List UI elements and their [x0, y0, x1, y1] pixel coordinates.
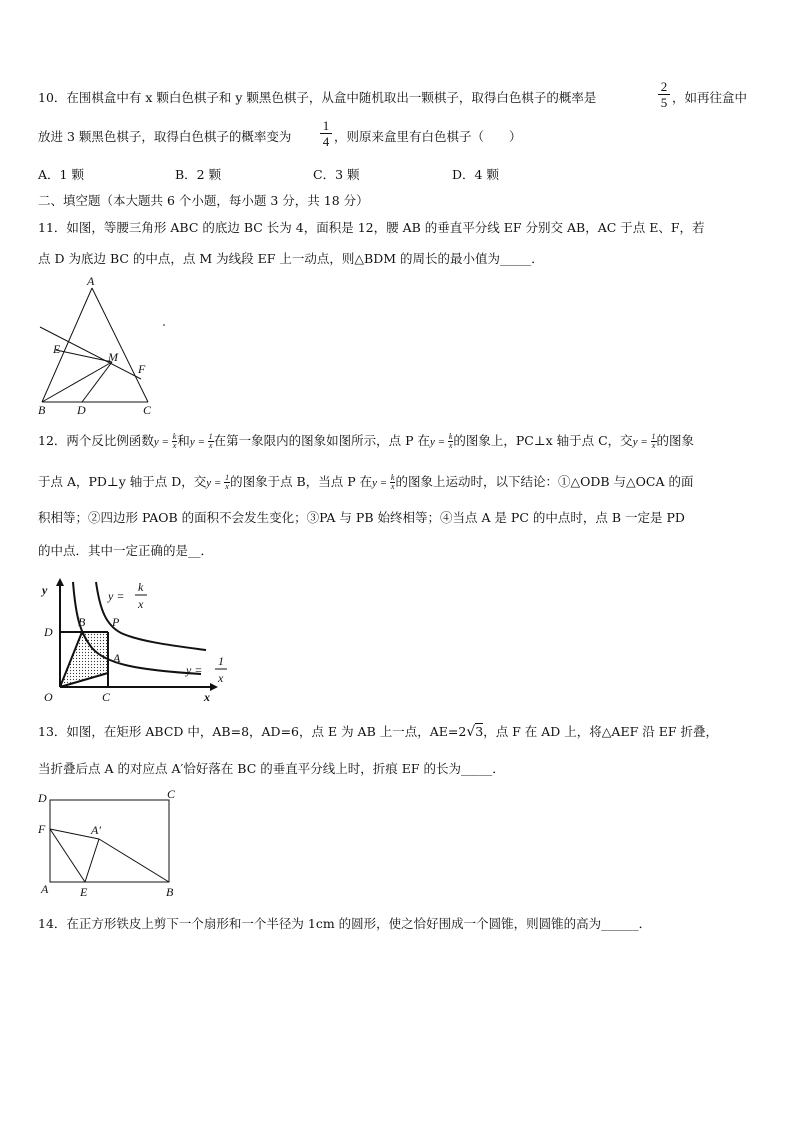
segment-em	[56, 350, 112, 362]
label-p: P	[112, 615, 120, 629]
q11-line1: 11．如图，等腰三角形 ABC 的底边 BC 长为 4，面积是 12，腰 AB 的垂直平分线 EF 分别交 AB，AC 于点 E、F，若	[38, 220, 705, 235]
label-y-axis: y	[42, 583, 48, 597]
q13-rectangle-figure	[34, 786, 184, 901]
curve2-den: x	[218, 671, 224, 685]
q12-kx-1: $\frac{k}{x}$	[172, 432, 177, 450]
q13-line2: 当折叠后点 A 的对应点 A′恰好落在 BC 的垂直平分线上时，折痕 EF 的长为_____．	[38, 761, 505, 776]
q10-frac1-den: 5	[660, 95, 668, 110]
q10-frac1-num: 2	[658, 79, 670, 95]
q12-1x-2: $\frac{1}{x}$	[651, 432, 656, 450]
q12-line2-c: 的图象上运动时，以下结论：①△ODB 与△OCA 的面	[395, 474, 694, 489]
label-c: C	[102, 690, 111, 704]
q11-triangle-figure	[30, 274, 170, 419]
side-ac	[92, 288, 148, 402]
segment-ea1	[85, 839, 99, 882]
label-x-axis: x	[204, 690, 210, 704]
q10-option-b: B．2 颗	[175, 167, 222, 182]
q12-y-1: y	[153, 436, 159, 448]
label-d: D	[44, 625, 53, 639]
q12-line2: 于点 A，PD⊥y 轴于点 D，交y = $\frac{1}{x}$ 的图象于点 B，当点 P 在y = $\frac{k}{x}$ 的图象上运动时，以下结论：①△ODB 与△OCA 的面	[38, 473, 694, 491]
label-a: A	[87, 274, 95, 288]
sqrt-radicand: 3	[475, 724, 484, 739]
stray-dot	[163, 324, 165, 326]
y-axis-arrow	[56, 578, 64, 586]
label-f: F	[38, 822, 46, 836]
label-e: E	[53, 342, 61, 356]
label-o: O	[44, 690, 53, 704]
side-ab	[42, 288, 92, 402]
q12-line2-a: 于点 A，PD⊥y 轴于点 D，交	[38, 474, 207, 489]
q12-line1-c: 在第一象限内的图象如图所示，点 P 在	[213, 433, 430, 448]
label-b: B	[78, 615, 86, 629]
segment-dm	[82, 362, 112, 402]
q12-line1-d: 的图象上，PC⊥x 轴于点 C，交	[453, 433, 633, 448]
q10-frac2-num: 1	[320, 118, 332, 134]
label-b: B	[38, 403, 46, 417]
q14-line1: 14．在正方形铁皮上剪下一个扇形和一个半径为 1cm 的圆形，使之恰好围成一个圆锥，则圆锥的高为______．	[38, 916, 652, 931]
q12-kx-3: $\frac{k}{x}$	[390, 473, 395, 491]
q13-line1-b: ，点 F 在 AD 上，将△AEF 沿 EF 折叠，	[483, 724, 718, 739]
curve1-num: k	[138, 580, 144, 594]
q12-kx-2: $\frac{k}{x}$	[448, 432, 453, 450]
label-c: C	[143, 403, 152, 417]
shaded-region	[60, 632, 108, 687]
label-a: A	[113, 651, 121, 665]
q12-1x-3: $\frac{1}{x}$	[225, 473, 230, 491]
q12-line1-b: 和	[177, 433, 190, 448]
label-a: A	[41, 882, 49, 896]
q10-option-c: C．3 颗	[313, 167, 360, 182]
label-f: F	[138, 362, 146, 376]
sqrt-symbol: √	[466, 724, 476, 740]
q12-line3: 积相等；②四边形 PAOB 的面积不会发生变化；③PA 与 PB 始终相等；④当点 A 是 PC 的中点时，点 B 一定是 PD	[38, 510, 685, 525]
q10-frac2-den: 4	[322, 134, 330, 149]
segment-bm	[42, 362, 112, 402]
curve2-lhs: y =	[186, 663, 203, 677]
q12-line1-e: 的图象	[656, 433, 695, 448]
q10-option-d: D．4 颗	[452, 167, 499, 182]
q10-line1b: ，如再往盒中	[672, 90, 748, 105]
q12-1x-1: $\frac{1}{x}$	[208, 432, 213, 450]
label-d: D	[38, 791, 47, 805]
q10-line1: 10．在围棋盒中有 x 颗白色棋子和 y 颗黑色棋子，从盒中随机取出一颗棋子，取得白色棋子的概率是	[38, 90, 597, 105]
rectangle-abcd	[50, 800, 169, 882]
q10-fraction-2	[320, 118, 332, 149]
q12-line4: 的中点．其中一定正确的是__．	[38, 543, 214, 558]
label-c: C	[167, 787, 176, 801]
q12-line1: 12．两个反比例函数y = $\frac{k}{x}$ 和y = $\frac{1}{x}$ 在第一象限内的图象如图所示，点 P 在y = $\frac{k}{x}$ 的图象上，PC⊥x 轴于点 C，交y = $\frac{1}{x}$ 的图象	[38, 432, 695, 450]
label-m: M	[108, 350, 118, 364]
fold-line-ef	[50, 829, 85, 882]
label-d: D	[77, 403, 86, 417]
label-e: E	[80, 885, 88, 899]
section-heading: 二、填空题（本大题共 6 个小题，每小题 3 分，共 18 分）	[38, 193, 369, 208]
q12-graph	[36, 570, 236, 710]
q11-line2: 点 D 为底边 BC 的中点，点 M 为线段 EF 上一动点，则△BDM 的周长的最小值为_____．	[38, 251, 544, 266]
q10-option-a: A．1 颗	[38, 167, 84, 182]
label-b: B	[166, 885, 174, 899]
curve2-num: 1	[218, 654, 224, 668]
q13-line1	[38, 724, 718, 740]
q10-line2b: ，则原来盒里有白色棋子（ ）	[334, 129, 522, 144]
segment-a1b	[99, 839, 169, 882]
q12-line1-a: 12．两个反比例函数	[38, 433, 154, 448]
label-a-prime: A′	[91, 823, 101, 837]
q13-line1-a: 13．如图，在矩形 ABCD 中，AB=8，AD=6，点 E 为 AB 上一点，AE=2	[38, 724, 467, 739]
curve1-lhs: y =	[108, 589, 125, 603]
q10-line2: 放进 3 颗黑色棋子，取得白色棋子的概率变为	[38, 129, 292, 144]
x-axis-arrow	[210, 683, 218, 691]
curve1-den: x	[138, 597, 144, 611]
q12-line2-b: 的图象于点 B，当点 P 在	[230, 474, 373, 489]
q10-fraction-1	[658, 79, 670, 110]
